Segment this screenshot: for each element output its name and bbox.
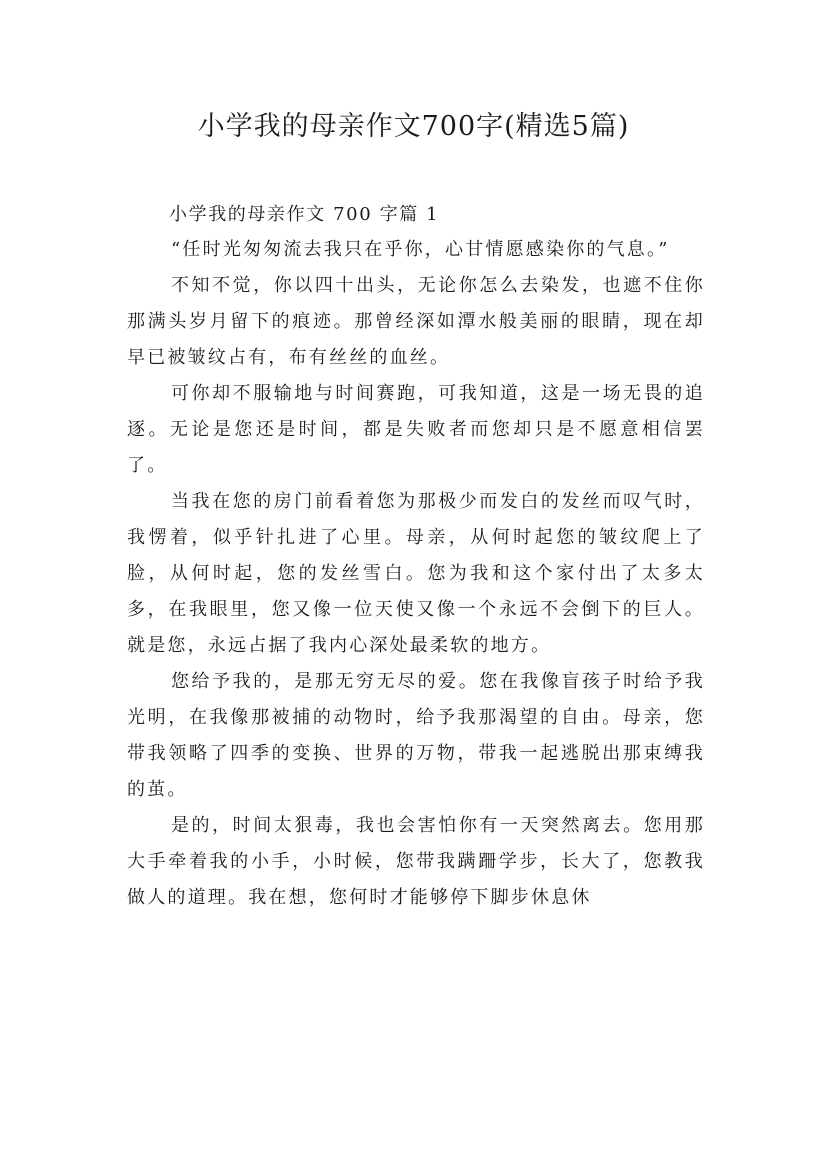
paragraph-3: 可你却不服输地与时间赛跑，可我知道，这是一场无畏的追逐。无论是您还是时间，都是失败者而您却只是不愿意相信罢了。 bbox=[127, 383, 705, 476]
paragraph-2: 不知不觉，你以四十出头，无论你怎么去染发，也遮不住你那满头岁月留下的痕迹。那曾经深如潭水般美丽的眼睛，现在却早已被皱纹占有，布有丝丝的血丝。 bbox=[127, 275, 705, 368]
document-title: 小学我的母亲作文700字(精选5篇) bbox=[197, 111, 630, 142]
section-heading: 小学我的母亲作文 700 字篇 1 bbox=[169, 204, 440, 225]
paragraph-1: “任时光匆匆流去我只在乎你，心甘情愿感染你的气息。” bbox=[171, 239, 670, 260]
document-body bbox=[127, 198, 705, 916]
paragraph-6: 是的，时间太狠毒，我也会害怕你有一天突然离去。您用那大手牵着我的小手，小时候，您带我蹒跚学步，长大了，您教我做人的道理。我在想，您何时才能够停下脚步休息休 bbox=[127, 815, 705, 908]
paragraph-4: 当我在您的房门前看着您为那极少而发白的发丝而叹气时，我愣着，似乎针扎进了心里。母亲，从何时起您的皱纹爬上了脸，从何时起，您的发丝雪白。您为我和这个家付出了太多太多，在我眼里，您又像一位天使又像一个永远不会倒下的巨人。就是您，永远占据了我内心深处最柔软的地方。 bbox=[127, 491, 705, 656]
paragraph-5: 您给予我的，是那无穷无尽的爱。您在我像盲孩子时给予我光明，在我像那被捕的动物时，给予我那渴望的自由。母亲，您带我领略了四季的变换、世界的万物，带我一起逃脱出那束缚我的茧。 bbox=[127, 671, 705, 800]
